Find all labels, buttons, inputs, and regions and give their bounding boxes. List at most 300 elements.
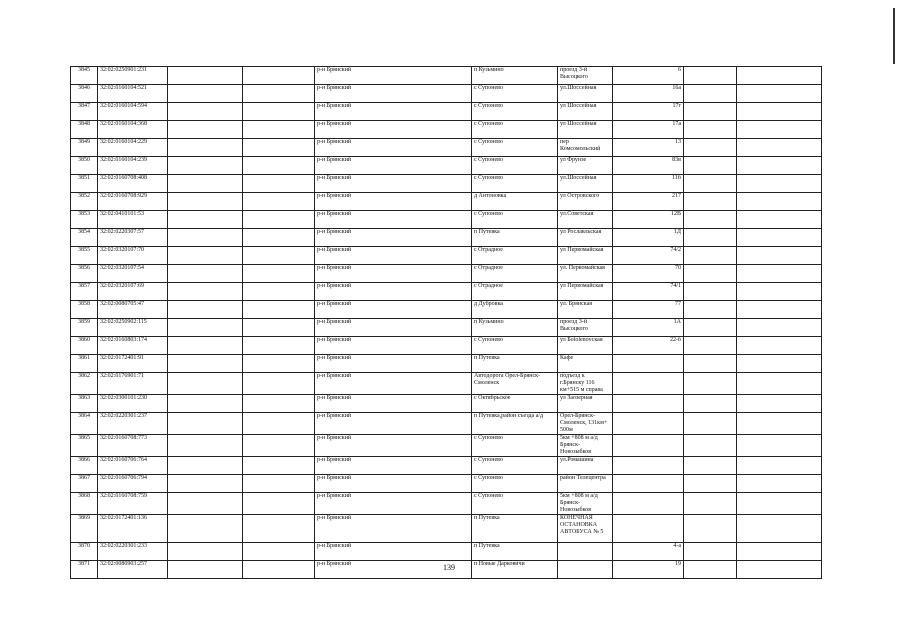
- table-row: [71, 85, 822, 103]
- cell-house: 77: [613, 301, 684, 319]
- register-rows: [71, 67, 822, 579]
- cell-empty: [684, 103, 737, 121]
- table-row: [71, 395, 822, 413]
- cell-empty: [684, 229, 737, 247]
- cell-empty: [684, 265, 737, 283]
- cell-empty: [684, 373, 737, 395]
- cell-house: [613, 355, 684, 373]
- cell-district: р-н Брянский: [315, 319, 472, 337]
- register-table: [70, 66, 822, 579]
- cell-empty: [737, 283, 822, 301]
- cell-cadastral-code: 32:02:0220307:57: [98, 229, 168, 247]
- cell-empty: [243, 543, 315, 561]
- cell-empty: [684, 355, 737, 373]
- cell-district: р-н Брянский: [315, 157, 472, 175]
- cell-number: 3863: [71, 395, 98, 413]
- cell-empty: [684, 435, 737, 457]
- cell-settlement: п Путевка: [472, 355, 558, 373]
- cell-empty: [737, 121, 822, 139]
- cell-empty: [168, 457, 243, 475]
- cell-number: 3869: [71, 515, 98, 543]
- cell-number: 3861: [71, 355, 98, 373]
- cell-empty: [737, 175, 822, 193]
- cell-house: [613, 493, 684, 515]
- cell-settlement: д Дубровка: [472, 301, 558, 319]
- cell-cadastral-code: 32:02:0172401:91: [98, 355, 168, 373]
- cell-empty: [684, 157, 737, 175]
- cell-empty: [737, 373, 822, 395]
- cell-empty: [168, 67, 243, 85]
- cell-street: 5км +808 м а/д Брянск-Новозыбков: [558, 493, 613, 515]
- cell-street: ул.Шоссейная: [558, 175, 613, 193]
- cell-street: ул Первомайская: [558, 283, 613, 301]
- cell-settlement: д Антоновка: [472, 193, 558, 211]
- cell-number: 3852: [71, 193, 98, 211]
- cell-district: р-н Брянский: [315, 493, 472, 515]
- cell-street: ул Рославльская: [558, 229, 613, 247]
- cell-district: р-н Брянский: [315, 175, 472, 193]
- cell-empty: [168, 229, 243, 247]
- cell-cadastral-code: 32:02:0160708:408: [98, 175, 168, 193]
- cell-street: пер Комсомольский: [558, 139, 613, 157]
- cell-house: 83в: [613, 157, 684, 175]
- cell-street: проезд 3-й Высоцкого: [558, 67, 613, 85]
- cell-district: р-н Брянский: [315, 395, 472, 413]
- cell-empty: [737, 493, 822, 515]
- register-table-container: [70, 66, 822, 579]
- table-row: [71, 157, 822, 175]
- cell-settlement: п Путевка: [472, 543, 558, 561]
- cell-empty: [168, 247, 243, 265]
- cell-empty: [737, 301, 822, 319]
- cell-empty: [737, 85, 822, 103]
- cell-empty: [168, 85, 243, 103]
- cell-district: р-н Брянский: [315, 301, 472, 319]
- cell-empty: [684, 247, 737, 265]
- cell-house: 12В: [613, 211, 684, 229]
- cell-empty: [737, 139, 822, 157]
- scan-edge-mark: [893, 8, 895, 64]
- cell-empty: [168, 515, 243, 543]
- cell-empty: [737, 475, 822, 493]
- cell-empty: [243, 85, 315, 103]
- cell-settlement: п Новые Дарковичи: [472, 561, 558, 579]
- cell-empty: [243, 103, 315, 121]
- table-row: [71, 211, 822, 229]
- cell-empty: [243, 139, 315, 157]
- cell-empty: [243, 457, 315, 475]
- cell-district: р-н Брянский: [315, 283, 472, 301]
- cell-empty: [243, 373, 315, 395]
- cell-settlement: с Супонево: [472, 121, 558, 139]
- cell-cadastral-code: 32:02:0160706:764: [98, 457, 168, 475]
- cell-number: 3851: [71, 175, 98, 193]
- cell-number: 3862: [71, 373, 98, 395]
- cell-empty: [168, 175, 243, 193]
- cell-number: 3860: [71, 337, 98, 355]
- cell-house: [613, 395, 684, 413]
- cell-house: [613, 413, 684, 435]
- cell-street: ул Первомайская: [558, 247, 613, 265]
- cell-empty: [168, 193, 243, 211]
- table-row: [71, 493, 822, 515]
- cell-empty: [737, 413, 822, 435]
- table-row: [71, 355, 822, 373]
- cell-number: 3865: [71, 435, 98, 457]
- cell-number: 3871: [71, 561, 98, 579]
- cell-settlement: с Октябрьское: [472, 395, 558, 413]
- table-row: [71, 67, 822, 85]
- cell-house: 11б: [613, 175, 684, 193]
- cell-street: ул. Брянская: [558, 301, 613, 319]
- cell-cadastral-code: 32:02:0320107:54: [98, 265, 168, 283]
- cell-cadastral-code: 32:02:0220301:237: [98, 413, 168, 435]
- cell-district: р-н Брянский: [315, 85, 472, 103]
- cell-cadastral-code: 32:02:0080705:47: [98, 301, 168, 319]
- cell-empty: [243, 301, 315, 319]
- cell-empty: [737, 395, 822, 413]
- cell-empty: [684, 515, 737, 543]
- cell-house: 1А: [613, 319, 684, 337]
- cell-empty: [684, 543, 737, 561]
- cell-empty: [737, 103, 822, 121]
- table-row: [71, 121, 822, 139]
- cell-empty: [243, 355, 315, 373]
- table-row: [71, 435, 822, 457]
- cell-street: ул.Шоссейная: [558, 85, 613, 103]
- cell-settlement: с Супонево: [472, 337, 558, 355]
- cell-empty: [168, 373, 243, 395]
- cell-empty: [737, 457, 822, 475]
- table-row: [71, 265, 822, 283]
- cell-empty: [737, 319, 822, 337]
- cell-house: [613, 515, 684, 543]
- table-row: [71, 337, 822, 355]
- cell-settlement: с Отрадное: [472, 247, 558, 265]
- cell-street: ул Фрунзе: [558, 157, 613, 175]
- cell-empty: [168, 475, 243, 493]
- cell-empty: [684, 493, 737, 515]
- cell-street: проезд 3-й Высоцкого: [558, 319, 613, 337]
- cell-empty: [684, 121, 737, 139]
- cell-street: ул Островского: [558, 193, 613, 211]
- cell-cadastral-code: 32:02:0410101:53: [98, 211, 168, 229]
- cell-street: район Телецентра: [558, 475, 613, 493]
- cell-district: р-н Брянский: [315, 457, 472, 475]
- cell-empty: [243, 175, 315, 193]
- cell-house: 19: [613, 561, 684, 579]
- cell-settlement: с Супонево: [472, 211, 558, 229]
- cell-street: Орел-Брянск-Смоленск, 131км+ 500м: [558, 413, 613, 435]
- cell-street: КОНЕЧНАЯ ОСТАНОВКА АВТОБУСА № 5: [558, 515, 613, 543]
- cell-empty: [737, 561, 822, 579]
- cell-settlement: с Супонево: [472, 175, 558, 193]
- cell-empty: [684, 561, 737, 579]
- cell-empty: [168, 395, 243, 413]
- table-row: [71, 475, 822, 493]
- cell-empty: [243, 157, 315, 175]
- cell-settlement: с Супонево: [472, 493, 558, 515]
- cell-cadastral-code: 32:02:0160708:759: [98, 493, 168, 515]
- cell-empty: [243, 67, 315, 85]
- cell-cadastral-code: 32:02:0160803:174: [98, 337, 168, 355]
- table-row: [71, 373, 822, 395]
- cell-house: 74/1: [613, 283, 684, 301]
- cell-number: 3854: [71, 229, 98, 247]
- cell-settlement: с Супонево: [472, 139, 558, 157]
- cell-empty: [243, 229, 315, 247]
- cell-empty: [168, 493, 243, 515]
- cell-settlement: п Путевка: [472, 229, 558, 247]
- cell-empty: [737, 67, 822, 85]
- cell-district: р-н Брянский: [315, 121, 472, 139]
- cell-empty: [737, 543, 822, 561]
- cell-settlement: с Супонево: [472, 157, 558, 175]
- cell-empty: [737, 229, 822, 247]
- cell-number: 3864: [71, 413, 98, 435]
- cell-district: р-н Брянский: [315, 193, 472, 211]
- cell-district: р-н Брянский: [315, 211, 472, 229]
- cell-empty: [684, 175, 737, 193]
- cell-district: р-н Брянский: [315, 543, 472, 561]
- cell-cadastral-code: 32:02:0080903:257: [98, 561, 168, 579]
- table-row: [71, 319, 822, 337]
- cell-empty: [168, 301, 243, 319]
- cell-cadastral-code: 32:02:0250902:115: [98, 319, 168, 337]
- cell-number: 3867: [71, 475, 98, 493]
- cell-house: 22-б: [613, 337, 684, 355]
- page-number: 139: [443, 563, 455, 572]
- cell-empty: [243, 337, 315, 355]
- cell-street: [558, 543, 613, 561]
- cell-settlement: с Супонево: [472, 475, 558, 493]
- cell-street: ул Шоссейная: [558, 103, 613, 121]
- table-row: [71, 543, 822, 561]
- cell-house: 217: [613, 193, 684, 211]
- cell-cadastral-code: 32:02:0160708:929: [98, 193, 168, 211]
- cell-empty: [243, 319, 315, 337]
- cell-empty: [168, 211, 243, 229]
- cell-settlement: с Отрадное: [472, 283, 558, 301]
- cell-street: подъезд к г.Брянску 116 км+515 м справа: [558, 373, 613, 395]
- cell-house: [613, 457, 684, 475]
- cell-district: р-н Брянский: [315, 515, 472, 543]
- cell-number: 3859: [71, 319, 98, 337]
- cell-empty: [243, 121, 315, 139]
- cell-empty: [737, 355, 822, 373]
- cell-house: 70: [613, 265, 684, 283]
- cell-district: р-н Брянский: [315, 435, 472, 457]
- cell-empty: [168, 103, 243, 121]
- cell-empty: [737, 247, 822, 265]
- cell-number: 3856: [71, 265, 98, 283]
- cell-district: р-н Брянский: [315, 229, 472, 247]
- cell-street: ул Заозерная: [558, 395, 613, 413]
- cell-empty: [737, 435, 822, 457]
- cell-street: ул.Ромашина: [558, 457, 613, 475]
- cell-empty: [684, 85, 737, 103]
- cell-empty: [243, 247, 315, 265]
- cell-district: р-н Брянский: [315, 67, 472, 85]
- cell-empty: [684, 319, 737, 337]
- cell-number: 3858: [71, 301, 98, 319]
- cell-house: 17а: [613, 121, 684, 139]
- cell-number: 3855: [71, 247, 98, 265]
- cell-cadastral-code: 32:02:0172401:136: [98, 515, 168, 543]
- cell-empty: [243, 193, 315, 211]
- cell-empty: [737, 515, 822, 543]
- cell-cadastral-code: 32:02:0160104:594: [98, 103, 168, 121]
- cell-empty: [168, 337, 243, 355]
- cell-empty: [168, 157, 243, 175]
- cell-settlement: п Путевка: [472, 515, 558, 543]
- cell-house: [613, 475, 684, 493]
- cell-street: 5км +808 м а/д Брянск-Новозыбков: [558, 435, 613, 457]
- cell-cadastral-code: 32:02:0160708:773: [98, 435, 168, 457]
- cell-number: 3850: [71, 157, 98, 175]
- cell-settlement: Автодорога Орел-Брянск-Смоленск: [472, 373, 558, 395]
- cell-empty: [243, 493, 315, 515]
- cell-cadastral-code: 32:02:0160104:368: [98, 121, 168, 139]
- cell-empty: [243, 211, 315, 229]
- cell-cadastral-code: 32:02:0176901:71: [98, 373, 168, 395]
- cell-settlement: с Супонево: [472, 435, 558, 457]
- cell-street: ул.Советская: [558, 211, 613, 229]
- cell-house: 17г: [613, 103, 684, 121]
- cell-empty: [168, 561, 243, 579]
- cell-cadastral-code: 32:02:0320107:70: [98, 247, 168, 265]
- cell-empty: [168, 265, 243, 283]
- cell-settlement: с Супонево: [472, 457, 558, 475]
- table-row: [71, 457, 822, 475]
- cell-empty: [737, 211, 822, 229]
- cell-number: 3868: [71, 493, 98, 515]
- cell-cadastral-code: 32:02:0160104:521: [98, 85, 168, 103]
- cell-number: 3853: [71, 211, 98, 229]
- cell-empty: [243, 561, 315, 579]
- cell-house: 13: [613, 139, 684, 157]
- table-row: [71, 413, 822, 435]
- cell-empty: [243, 265, 315, 283]
- cell-empty: [684, 139, 737, 157]
- cell-empty: [684, 67, 737, 85]
- cell-district: р-н Брянский: [315, 373, 472, 395]
- cell-district: р-н Брянский: [315, 337, 472, 355]
- table-row: [71, 301, 822, 319]
- cell-empty: [737, 337, 822, 355]
- cell-empty: [168, 543, 243, 561]
- cell-empty: [243, 283, 315, 301]
- cell-empty: [168, 121, 243, 139]
- cell-district: р-н Брянский: [315, 139, 472, 157]
- cell-cadastral-code: 32:02:0250901:231: [98, 67, 168, 85]
- cell-district: р-н Брянский: [315, 413, 472, 435]
- table-row: [71, 103, 822, 121]
- cell-number: 3845: [71, 67, 98, 85]
- cell-settlement: п Кузьмино: [472, 67, 558, 85]
- cell-number: 3848: [71, 121, 98, 139]
- cell-empty: [684, 337, 737, 355]
- cell-house: [613, 373, 684, 395]
- table-row: [71, 139, 822, 157]
- cell-house: 4-а: [613, 543, 684, 561]
- cell-street: ул. Первомайская: [558, 265, 613, 283]
- cell-number: 3847: [71, 103, 98, 121]
- table-row: [71, 229, 822, 247]
- cell-number: 3846: [71, 85, 98, 103]
- cell-street: Кафе: [558, 355, 613, 373]
- cell-number: 3870: [71, 543, 98, 561]
- cell-empty: [684, 193, 737, 211]
- cell-street: ул Шоссейная: [558, 121, 613, 139]
- cell-district: р-н Брянский: [315, 265, 472, 283]
- cell-empty: [684, 457, 737, 475]
- cell-district: р-н Брянский: [315, 475, 472, 493]
- cell-number: 3866: [71, 457, 98, 475]
- cell-house: 16а: [613, 85, 684, 103]
- cell-empty: [168, 355, 243, 373]
- cell-settlement: п Путевка,район съезда а/д: [472, 413, 558, 435]
- table-row: [71, 515, 822, 543]
- cell-settlement: с Супонево: [472, 85, 558, 103]
- table-row: [71, 193, 822, 211]
- cell-empty: [168, 413, 243, 435]
- cell-cadastral-code: 32:02:0160104:239: [98, 157, 168, 175]
- cell-cadastral-code: 32:02:0160706:794: [98, 475, 168, 493]
- cell-empty: [684, 211, 737, 229]
- cell-district: р-н Брянский: [315, 103, 472, 121]
- cell-empty: [737, 265, 822, 283]
- table-row: [71, 175, 822, 193]
- cell-cadastral-code: 32:02:0220301:233: [98, 543, 168, 561]
- cell-empty: [168, 139, 243, 157]
- cell-cadastral-code: 32:02:0160104:229: [98, 139, 168, 157]
- cell-settlement: с Супонево: [472, 103, 558, 121]
- cell-district: р-н Брянский: [315, 355, 472, 373]
- cell-cadastral-code: 32:02:0320107:69: [98, 283, 168, 301]
- cell-empty: [737, 157, 822, 175]
- cell-street: [558, 561, 613, 579]
- cell-empty: [684, 413, 737, 435]
- cell-empty: [684, 395, 737, 413]
- cell-number: 3849: [71, 139, 98, 157]
- cell-empty: [243, 475, 315, 493]
- cell-empty: [243, 515, 315, 543]
- cell-empty: [168, 283, 243, 301]
- cell-empty: [168, 319, 243, 337]
- cell-empty: [243, 413, 315, 435]
- cell-house: 1Д: [613, 229, 684, 247]
- cell-house: 74/2: [613, 247, 684, 265]
- cell-settlement: с Отрадное: [472, 265, 558, 283]
- cell-empty: [168, 435, 243, 457]
- cell-empty: [684, 475, 737, 493]
- cell-empty: [243, 395, 315, 413]
- cell-settlement: п Кузьмино: [472, 319, 558, 337]
- cell-empty: [243, 435, 315, 457]
- table-row: [71, 247, 822, 265]
- cell-number: 3857: [71, 283, 98, 301]
- cell-cadastral-code: 32:02:0300101:230: [98, 395, 168, 413]
- cell-district: р-н Брянский: [315, 561, 472, 579]
- cell-house: 6: [613, 67, 684, 85]
- cell-empty: [684, 283, 737, 301]
- cell-street: ул Бololenovская: [558, 337, 613, 355]
- cell-house: [613, 435, 684, 457]
- table-row: [71, 283, 822, 301]
- cell-empty: [737, 193, 822, 211]
- cell-district: р-н Брянский: [315, 247, 472, 265]
